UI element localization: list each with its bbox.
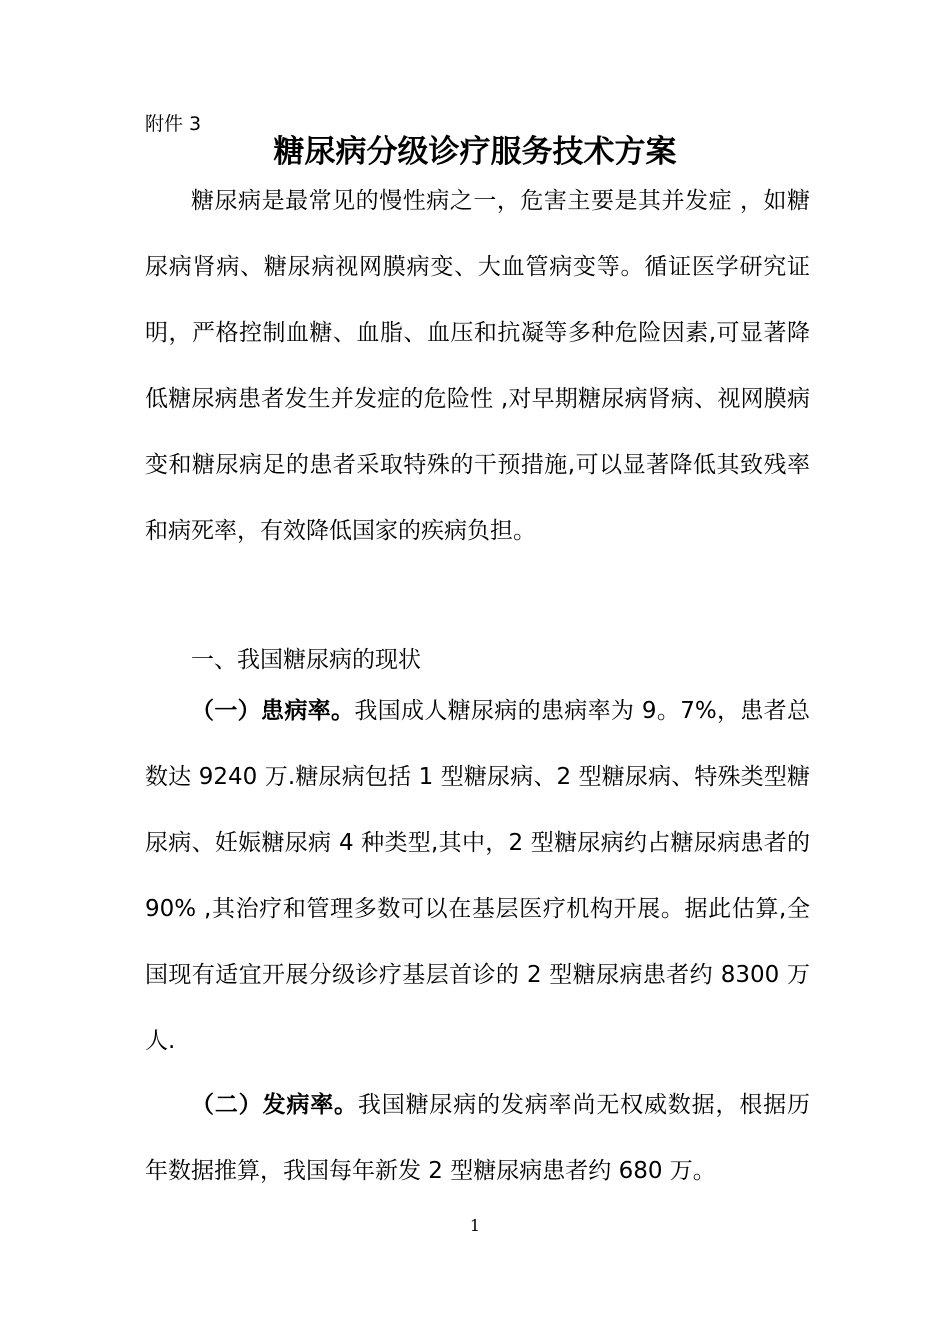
prevalence-label: （一）患病率。 [191, 698, 355, 724]
intro-paragraph: 糖尿病是最常见的慢性病之一，危害主要是其并发症 ，如糖尿病肾病、糖尿病视网膜病变、大血管病变等。循证医学研究证明，严格控制血糖、血脂、血压和抗凝等多种危险因素,可显著降低糖尿病患者发生并发症的危险性 ,对早期糖尿病肾病、视网膜病变和糖尿病足的患者采取特殊的干预措施,可以显著降低其致残率和病死率，有效降低国家的疾病负担。 [145, 188, 810, 544]
incidence-label: （二）发病率。 [191, 1092, 358, 1118]
attachment-label: 附件 3 [145, 113, 202, 135]
incidence-paragraph [145, 1072, 810, 1204]
section-heading-status: 一、我国糖尿病的现状 [191, 647, 421, 673]
document-title: 糖尿病分级诊疗服务技术方案 [273, 134, 677, 170]
page-number: 1 [469, 1216, 481, 1235]
prevalence-paragraph [145, 678, 810, 1074]
prevalence-text: 我国成人糖尿病的患病率为 9。7%，患者总数达 9240 万.糖尿病包括 1 型糖尿病、2 型糖尿病、特殊类型糖尿病、妊娠糖尿病 4 种类型,其中，2 型糖尿病约占糖尿病患者的 90% ,其治疗和管理多数可以在基层医疗机构开展。据此估算,全国现有适宜开展分级诊疗基层首诊的 2 型糖尿病患者约 8300 万人. [145, 698, 811, 1054]
incidence-text: 我国糖尿病的发病率尚无权威数据，根据历年数据推算，我国每年新发 2 型糖尿病患者约 680 万。 [145, 1092, 811, 1184]
